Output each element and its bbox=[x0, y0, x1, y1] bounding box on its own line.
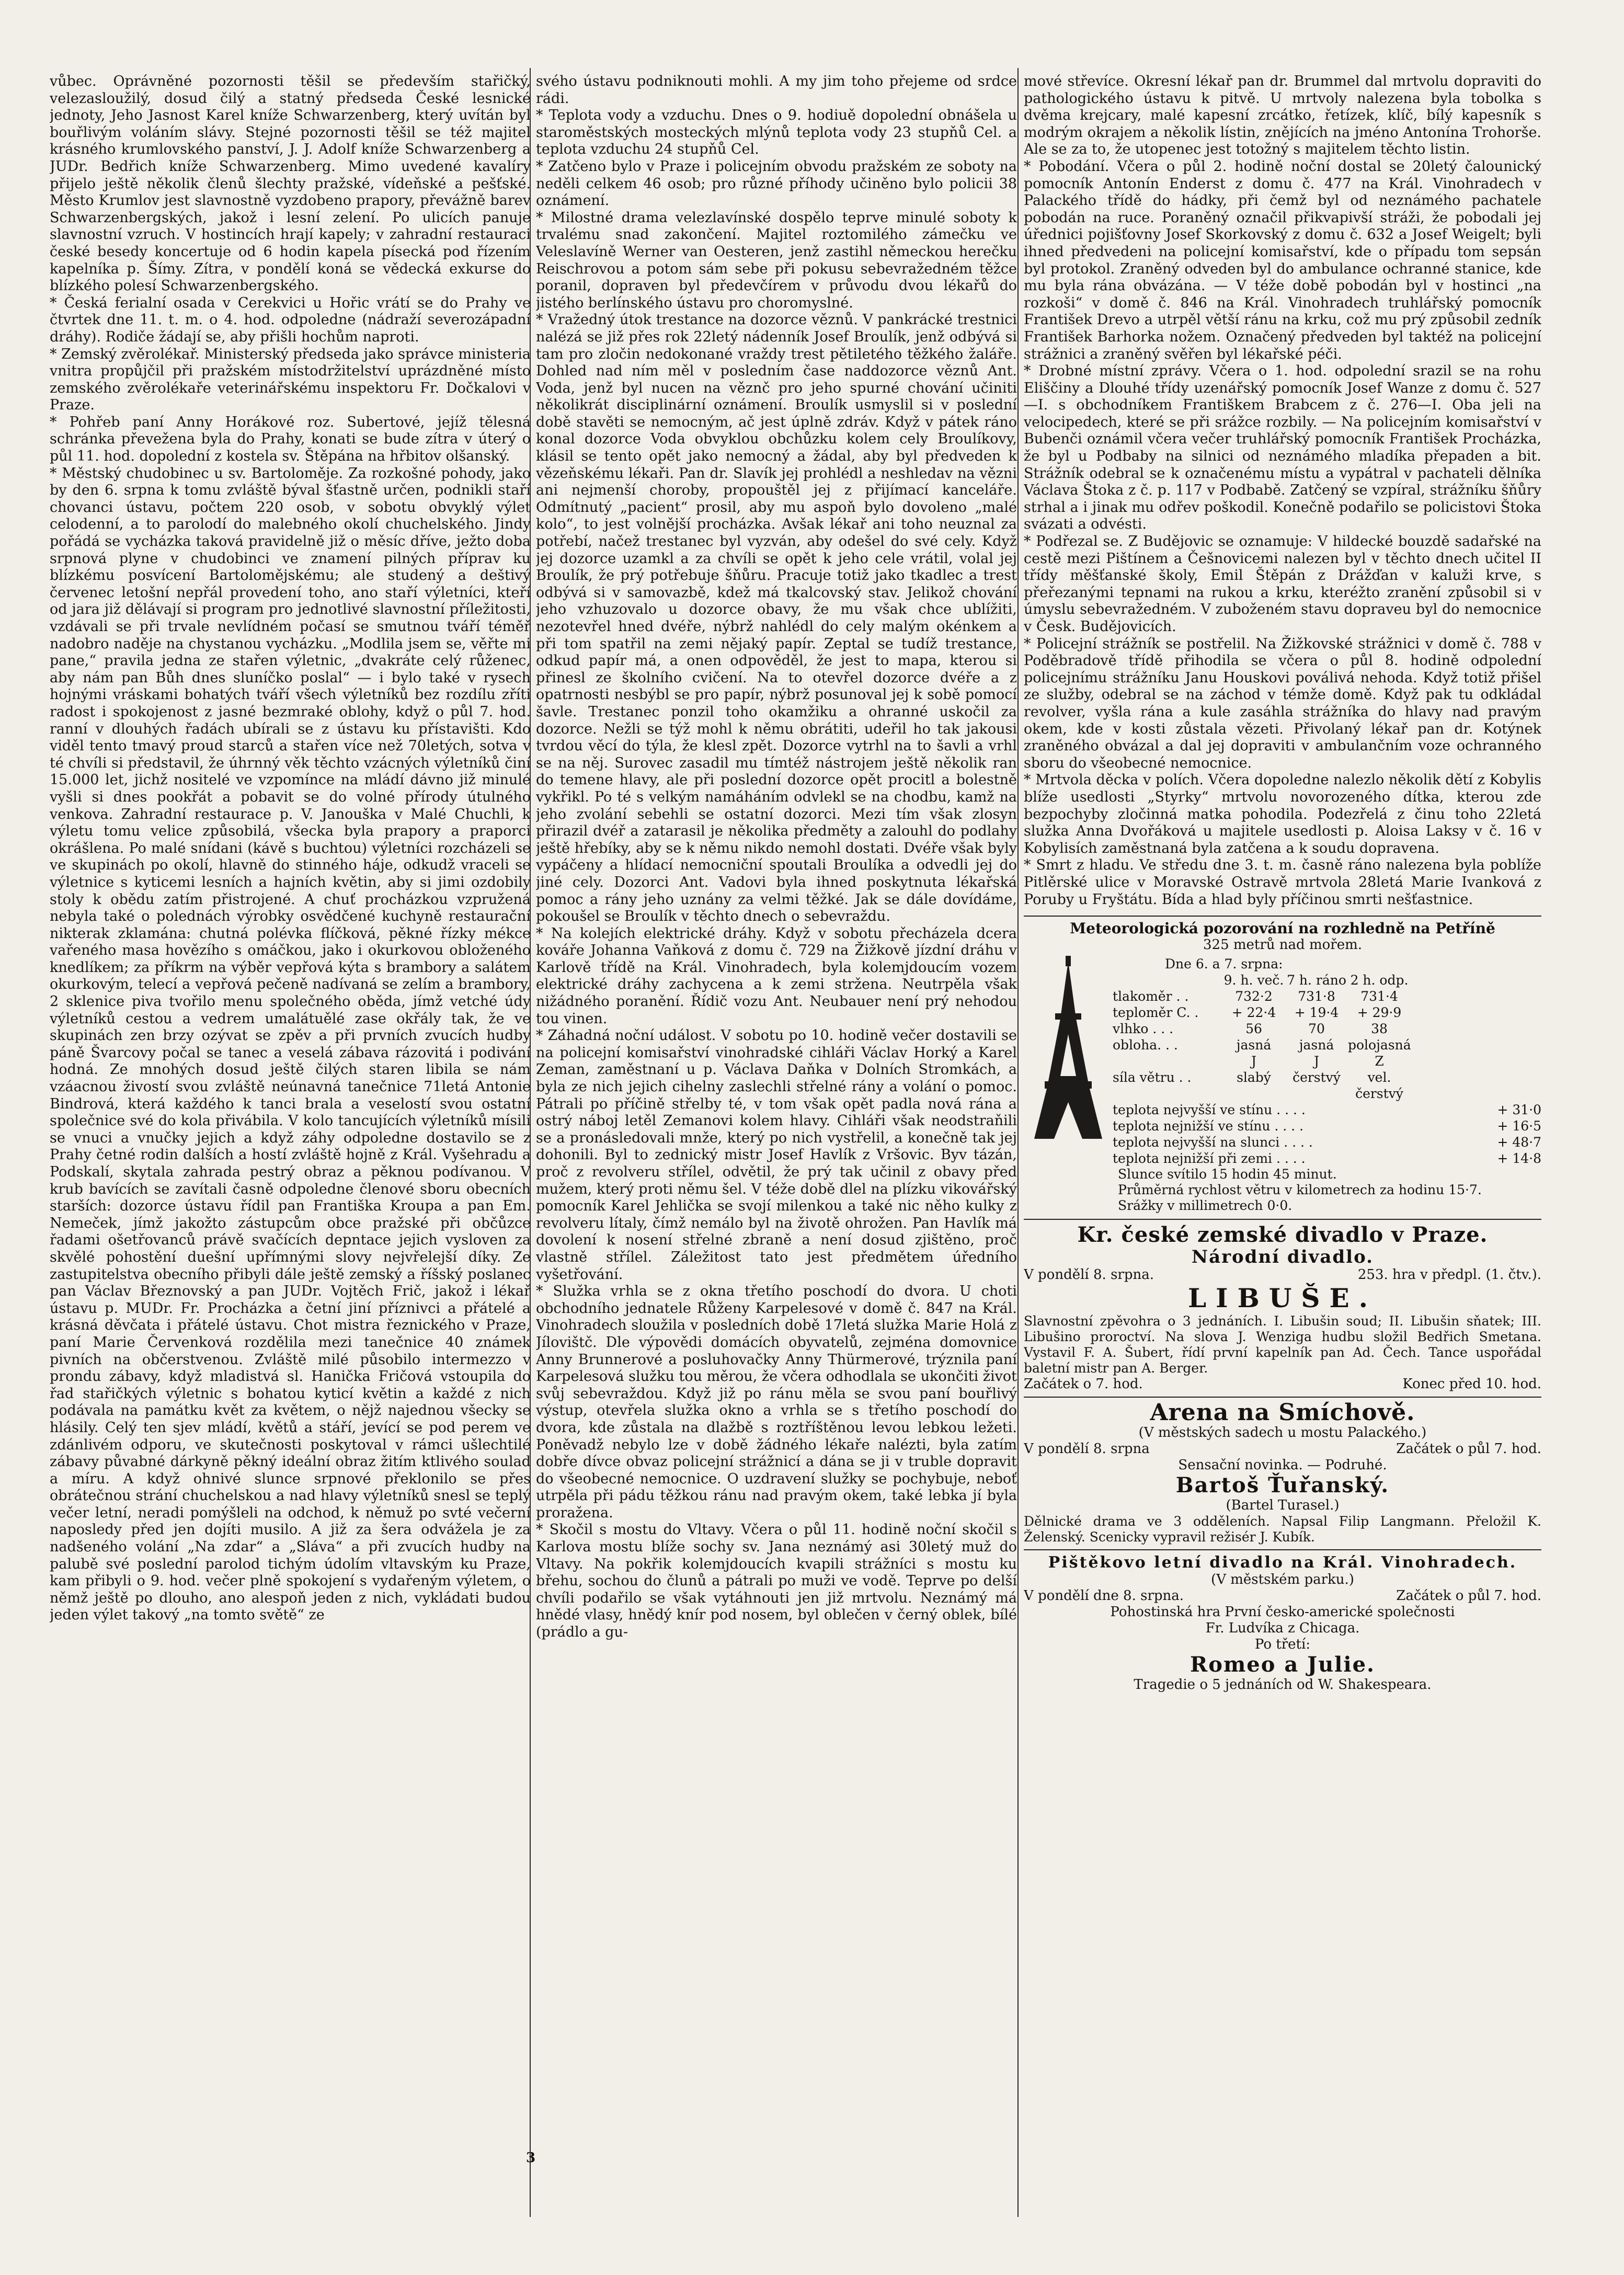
meteo-temp-row bbox=[1113, 1150, 1541, 1167]
meteo-row bbox=[1113, 1069, 1541, 1102]
meteo-temp-row bbox=[1113, 1134, 1541, 1150]
theatre-ad-national bbox=[1024, 1219, 1541, 1392]
ad-end: Konec před 10. hod. bbox=[1402, 1376, 1541, 1392]
meteo-value: + 19·4 bbox=[1294, 1005, 1339, 1021]
article-paragraph: * Městský chudobinec u sv. Bartoloměje. Za rozkošné pohody, jako by den 6. srpna k tomu zvláště býval šťastně určen, podnikli staří chovanci ústavu, počtem 220 osob, v sobotu obvyklý výlet celodenní, a to parolodí do malebného okolí chuchelského. Jindy pořádá se vycházka taková pravidelně již o měsíc dříve, ježto doba srpnová plyne v chudobinci ve znamení pilných příprav ku blízkému posvícení Bartolomějskému; ale studený a deštivý červenec letošní nepřál provedení toho, ano staří výletníci, kteří od jara již dělávají si program pro jednotlivé slavnostní příležitosti, vzdávali se při trvale nevlídném počasí se smutnou tváří téměř nadobro naděje na chystanou vycházku. „Modlila jsem se, věřte mi pane,“ pravila jedna ze stařen výletnic, „dvakráte celý růženec, aby nám pan Bůh dnes sluníčko poslal“ — i bylo také v rysech hojnými vráskami bohatých tváří všech výletníků bez rozdílu zříti radost i spokojenost z jasné bezmraké oblohy, když o půl 7. hod. ranní v dlouhých řadách ubírali se z ústavu ku přístavišti. Kdo viděl tento tmavý proud starců a stařen více než 70letých, sotva v té chvíli si představil, že úhrnný věk těchto vzácných výletníků činí 15.000 let, jichž nositelé ve vzpomínce na mládí dávno již minulé vyšli si dnes pookřát a pobavit se do volné přírody útulného venkova. Zahradní restaurace p. V. Janouška v Malé Chuchli, k výletu tomu velice způsobilá, všecka byla prapory a praporci okrášlena. Po malé snídani (kávě s buchtou) výletníci rozcházeli se ve skupinách po okolí, hlavně do stinného háje, odkudž vraceli se výletnice s kyticemi lesních a hajních květin, aby si jimi ozdobily stoly k obědu zatím přistrojené. A chuť procházkou vzpružená nebyla také o polednách výrobky osvědčené kuchyně restaurační nikterak zklamána: chutná polévka flíčková, pěkné řízky mékce vařeného masa hovězího s omáčkou, jako i okurkovou obloženého knedlíkem; za příkrm na výběr vepřová kýta s brambory a salátem okurkovým, telecí a vepřová pečeně nadívaná se zelím a brambory, 2 sklenice piva tvořilo menu společného oběda, jímž vetché údy výletníků cestou a vedrem umalátuělé zase okřály tak, že ve skupinách zen brzy ozývat se zpěv a při prvních zvucích hudby páně Švarcovy počal se tanec a veselá zábava rázovitá i podivání hodná. Ze mnohých dosud ještě čilých staren libila se nám vzáacnou živostí svou zvláště neúnavná tanečnice 71letá Antonie Bindrová, která každého k tanci brala a veselostí svou ostatní společnice své do kola přivábila. V kolo tancujících výletníků mísili se vnuci a vnučky jejich a když záhy odpoledne dostavilo se z Prahy četné rodin dalších a hostí zvláště hojně z Král. Vyšehradu a Podskalí, skytala zahrada pestrý obraz a pěknou podívanou. V krub bavících se zavítali časně odpoledne členové sboru obecních starších: dozorce ústavu řídil pan Františka Kroupa a pan Em. Nemeček, jímž jakožto zástupcům obce pražské při občůzce řadami ošetřovanců právě svačících depntace jejich vysloven za skvělé pohostění duešní upřímnými slovy nejvřelejší díky. Ze zastupitelstva obecního přibyli dále ještě zemský a říšský poslanec pan Václav Březnovský a pan JUDr. Vojtěch Frič, jakož i lékař ústavu p. MUDr. Fr. Procházka a četní jiní příznivci a přátelé a krásná děvčata i přátelé ústavu. Chot mistra řeznického v Praze, paní Marie Červenková rozdělila mezi tanečnice 40 známek pivních na občerstvenou. Zvláště milé působilo intermezzo v prondu zábavy, když mladistvá sl. Hanička Fričová vstoupila do řad stařičkých výletnic s bohatou kyticí květin a každé z nich podávala na památku květ za květem, o nějž najednou všecky se hlásily. Celý ten sjev mládí, květů a stáří, jevící se pod perem ve zdánlivém odporu, ve skutečnosti poskytoval v rámci ušlechtilé zábavy půvabné dárkyně pěkný ideální obraz žitím ktlivého soulad a míru. A když ohnivé slunce srpnové překlonilo se přes obrátečnou strání chuchelskou a nad hlavy výletníků snesl se teplý večer letní, neradi pomýšleli na odchod, k němuž po svté večerní naposledy před jen dojíti musilo. A již za šera odvážela je za nadšeného volání „Na zdar“ a „Sláva“ a při zvucích hudby na palubě své poslední parolod tichým údolím vltavským ku Praze, kam přibyli o 9. hod. večer plně spokojení s vydařeným výletem, o němž ještě po dlouho, ano alespoň jeden z nich, vykládati budou jeden výlet takový „na tomto světě“ ze bbox=[50, 465, 531, 1624]
meteo-temp-value: + 16·5 bbox=[1497, 1118, 1541, 1134]
article-paragraph: * Smrt z hladu. Ve středu dne 3. t. m. časně ráno nalezena byla poblíže Pitlěrské ulice v Moravské Ostravě mrtvola 28letá Marie Ivanková z Poruby u Fryštátu. Bída a hlad byly příčinou smrti nešťastnice. bbox=[1024, 857, 1541, 908]
meteo-temp-value: + 31·0 bbox=[1497, 1102, 1541, 1118]
meteo-row-label: tlakoměr . . bbox=[1113, 989, 1189, 1004]
page-number: 3 bbox=[526, 2150, 536, 2166]
meteo-temp-row bbox=[1113, 1118, 1541, 1134]
ad-time-line bbox=[1024, 1376, 1541, 1392]
ad-start: Začátek o půl 7. hod. bbox=[1396, 1441, 1541, 1457]
article-paragraph: mové střevíce. Okresní lékař pan dr. Brummel dal mrtvolu dopraviti do pathologického ústavu k pitvě. U mrtvoly nalezena byla tobolka s dvěma krejcary, malé kapesní zrcátko, řetízek, klíč, bílý kapesník s modrým okrajem a několik lístin, znějících na jméno Antonína Trohorše. Ale se za to, že utopenec jest totožný s majitelem těchto listin. bbox=[1024, 73, 1541, 158]
article-paragraph: * Skočil s mostu do Vltavy. Včera o půl 11. hodině noční skočil s Karlova mostu blíže sochy sv. Jana neznámý asi 30letý muž do Vltavy. Na pokřik kolemjdoucích kvapili strážníci s mostu ku břehu, sochou do člunů a pátrali po muži ve vodě. Teprve po delší chvíli podařilo se však vytáhnouti jen již mrtvolu. Neznámý má hnědé vlasy, hnědý knír pod nosem, byl oblečen v černý oblek, bílé (prádlo a gu- bbox=[536, 1522, 1017, 1641]
ad-date: V pondělí 8. srpna. bbox=[1024, 1267, 1154, 1283]
meteo-table bbox=[1113, 956, 1541, 1214]
meteo-hour: 9. h. več. bbox=[1223, 973, 1284, 988]
ad-start: Začátek o půl 7. hod. bbox=[1396, 1588, 1541, 1604]
meteo-temp-label: teplota nejvyšší ve stínu . . . . bbox=[1113, 1102, 1306, 1118]
meteo-row-label: teploměr C. . bbox=[1113, 1005, 1199, 1021]
article-paragraph: * Vražedný útok trestance na dozorce věznů. V pankrácké trestnici nalézá se již přes rok 22letý nádenník Josef Broulík, jenž odbývá si tam pro zločin nedokonané vraždy trest pětiletého těžkého žaláře. Dohled nad ním měl v posledním čase naddozorce věznů Ant. Voda, jenž byl nucen na věznč pro jeho spurné chování učiniti několikrát disciplinární oznámení. Broulík usmyslil si v poslední době stavěti se nemocným, ač jest úplně zdráv. Když v pátek ráno konal dozorce Voda obvyklou obchůzku kolem cely Broulíkovy, klásil se tento opět jako nemocný a žádal, aby byl předveden k vězeňskému lékaři. Pan dr. Slavík jej prohlédl a neshledav na vězni ani nejmenší choroby, propouštěl jej z přijímací kanceláře. Odmítnutý „pacient“ prosil, aby mu aspoň bylo dovoleno „malé kolo“, to jest volnější procházka. Avšak lékař ani toho neuznal za potřebí, načež trestanec byl vyzván, aby odešel do své cely. Když jej dozorce uzamkl a za chvíli se opět k jeho cele vrátil, volal jej Broulík, že prý potřebuje šňůru. Pracuje totiž jako tkadlec a trest odbývá si v samovazbě, kdež má tkalcovský stav. Jelikož chování jeho vzhuzovalo u dozorce obavy, že mu však chce ublížiti, nezotevřel hned dvéře, nýbrž nahlédl do cely malým okénkem a při tom spatřil na zemi nějaký papír. Zeptal se tudíž trestance, odkud papír má, a onen odpověděl, že jest to mapa, kterou si přinesl ze školního cvičení. Na to otevřel dozorce dvéře a z opatrnosti nesbýbl se pro papír, nýbrž posunoval jej k sobě pomocí šavle. Trestanec ponzil toho okamžiku a ohranné uskočil za dozorce. Nežli se týž mohl k němu obrátiti, udeřil ho tak jakousi tvrdou věcí do týla, že klesl zpět. Dozorce vytrhl na to šavli a vrhl se na něj. Surovec zasadil mu tímtéž nástrojem ještě několik ran do temene hlavy, ale při poslední dozorce opět procitl a bolestně vykřikl. Po té s velkým namáháním odvlekl se na chodbu, kamž na jeho zvolání sebehli se ostatní dozorci. Mezi tím však zlosyn přirazil dvéř a zatarasil je několika předměty a zalouhl do podlahy ještě hřebíky, aby se k němu nikdo nemohl dostati. Dvéře však byly vypáčeny a hlídací nemocniční spoutali Broulíka a odvedli jej do jiné cely. Dozorci Ant. Vadovi byla ihned poskytnuta lékařská pomoc a rány jeho uznány za velmi těžké. Jak se dále dovídáme, pokoušel se Broulík v těchto dnech o sebevraždu. bbox=[536, 312, 1017, 925]
meteo-value: + 22·4 bbox=[1231, 1005, 1276, 1021]
ad-note: (V městském parku.) bbox=[1211, 1572, 1354, 1588]
petrin-tower-icon bbox=[1024, 956, 1113, 1144]
meteo-value: 731·4 bbox=[1360, 989, 1398, 1004]
ad-play-title: LIBUŠE. bbox=[1187, 1283, 1378, 1314]
meteo-date-header: Dne 6. a 7. srpna: bbox=[1165, 956, 1283, 972]
meteo-row bbox=[1113, 1021, 1541, 1037]
article-paragraph: * Zemský zvěrolékař. Ministerský předseda jako správce ministeria vnitra propůjčil při pražském místodržitelství uprázdněné místo zemského zvěrolékaře veterinářskému inspektoru Fr. Dočkalovi v Praze. bbox=[50, 346, 531, 414]
article-paragraph: * Na kolejích elektrické dráhy. Když v sobotu přecházela dcera kováře Johanna Vaňková z domu č. 729 na Žižkově jízdní dráhu v Karlově třídě na Král. Vinohradech, byla kolemjdoucím vozem elektrické dráhy zachycena a k zemi stržena. Neutrpěla však nižádného poranění. Řídič vozu Ant. Neubauer není prý nehodou tou vinen. bbox=[536, 925, 1017, 1027]
article-paragraph: * Zatčeno bylo v Praze i policejním obvodu pražském ze soboty na neděli celkem 46 osob; pro různé příhody učiněno bylo policii 38 oznámení. bbox=[536, 158, 1017, 209]
ad-line: Po třetí: bbox=[1254, 1637, 1311, 1653]
meteo-title: Meteorologická pozorování na rozhledně na Petříně bbox=[1070, 920, 1495, 938]
ad-date-line bbox=[1024, 1441, 1541, 1457]
article-paragraph: * Pohřeb paní Anny Horákové roz. Subertové, jejíž tělesná schránka převežena byla do Prahy, konati se bude zítra v úterý o půl 11. hod. dopolední z kostela sv. Štěpána na hřbitov olšanský. bbox=[50, 414, 531, 465]
column-2 bbox=[536, 73, 1017, 2207]
ad-title: Arena na Smíchově. bbox=[1150, 1399, 1415, 1426]
meteo-value: vel. čerstvý bbox=[1355, 1070, 1403, 1102]
ad-date: V pondělí 8. srpna bbox=[1024, 1441, 1150, 1457]
meteo-sun: Slunce svítilo 15 hodin 45 minut. bbox=[1118, 1167, 1337, 1182]
meteo-subtitle: 325 metrů nad mořem. bbox=[1203, 937, 1362, 953]
article-paragraph: * Služka vrhla se z okna třetího poschodí do dvora. U choti obchodního jednatele Růženy Karpelesové v domě č. 847 na Král. Vinohradech sloužila v posledních době 17letá služka Marie Holá z Jílovištč. Dle výpovědi domácích obyvatelů, zejména domovnice Anny Brunnerové a posluhovačky Anny Thürmerové, trýznila paní Karpelesová služku tou měrou, že včera odhodlala se ukončiti život svůj sebevraždou. Když již po ránu měla se svou paní bouřlivý výstup, otevřela služka okno a vrhla se s třetího poschodí do dvora, kde zůstala na dlažbě s roztříštěnou levou lebkou ležeti. Poněvadž nebylo lze v době žádného lékaře nalézti, byla zatím dobře dívce obvaz policejní strážnicí a dána se ji v truble dopravit do všeobecné nemocnice. O uzdravení služky se pochybuje, neboť utrpěla při pádu těžkou ránu nad pravým okem, také lebka jí byla proražena. bbox=[536, 1283, 1017, 1521]
meteo-hour: 7 h. ráno bbox=[1287, 973, 1346, 988]
ad-text: Slavnostní zpěvohra o 3 jednáních. I. Libušin soud; II. Libušin sňatek; III. Libušino proroctví. Na slova J. Wenziga hudbu složil Bedřich Smetana. Vystavil F. A. Šubert, řídí první kapelník pan Ad. Čech. Tance uspořádal baletní mistr pan A. Berger. bbox=[1024, 1313, 1541, 1376]
ad-text: Dělnické drama ve 3 odděleních. Napsal Filip Langmann. Přeložil K. Želenský. Scenicky vypravil režisér J. Kubík. bbox=[1024, 1514, 1541, 1545]
article-paragraph: * Česká ferialní osada v Cerekvici u Hořic vrátí se do Prahy ve čtvrtek dne 11. t. m. o 4. hod. odpoledne (nádraží severozápadní dráhy). Rodiče žádají se, aby přišli hochům naproti. bbox=[50, 294, 531, 345]
ad-date-line bbox=[1024, 1267, 1541, 1283]
ad-play-note: (Bartel Turasel.) bbox=[1226, 1497, 1340, 1514]
meteo-value: J bbox=[1251, 1054, 1257, 1069]
meteo-value: J bbox=[1313, 1054, 1320, 1069]
meteo-hour: 2 h. odp. bbox=[1350, 973, 1409, 988]
meteo-value: + 29·9 bbox=[1357, 1005, 1402, 1021]
meteo-temp-row bbox=[1113, 1102, 1541, 1118]
ad-note: (V městských sadech u mostu Palackého.) bbox=[1138, 1425, 1427, 1441]
meteo-body bbox=[1024, 956, 1541, 1214]
ad-line: Sensační novinka. — Podruhé. bbox=[1178, 1457, 1387, 1473]
meteo-row bbox=[1113, 1004, 1541, 1021]
meteo-temp-label: teplota nejvyšší na slunci . . . . bbox=[1113, 1135, 1313, 1150]
meteo-temp-value: + 48·7 bbox=[1497, 1135, 1541, 1150]
theatre-ad-arena bbox=[1024, 1397, 1541, 1545]
meteo-row bbox=[1113, 1053, 1541, 1069]
article-paragraph: * Milostné drama velezlavínské dospělo teprve minulé soboty k trvalému snad zakončení. Majitel roztomilého zámečku ve Veleslavíně Werner van Oesteren, jenž zastihl německou herečku Reischrovou a potom sám sebe při pokusu sebevražedném těžce poranil, dopraven byl předevčírem v průvodu dvou lékařů do jistého berlínského ústavu pro choromyslné. bbox=[536, 209, 1017, 311]
column-1 bbox=[50, 73, 531, 2207]
meteo-row bbox=[1113, 1037, 1541, 1053]
article-paragraph: * Pobodání. Včera o půl 2. hodině noční dostal se 20letý čalounický pomocník Antonín Enderst z domu č. 477 na Král. Vinohradech v Palackého třídě do hádky, při čemž byl od neznámého pachatele pobodán na ruce. Poraněný označil přikvapivší stráži, že pobodali jej úřednici pojišťovny Josef Skorkovský z domu č. 632 a Josef Weigelt; byli ihned předvedeni na policejní komisařství, kde o případu tom sepsán byl protokol. Zraněný odveden byl do ambulance ochranné stanice, kde mu byla rána obvázána. — V téže době pobodán byl v hostinci „na rozkoši“ v domě č. 846 na Král. Vinohradech truhlářský pomocník František Drevo a utrpěl větší ránu na krku, což mu prý způsobil zedník František Barhorka nožem. Označený předveden byl taktéž na policejní strážnici a zraněný svěřen byl lékařské péči. bbox=[1024, 158, 1541, 362]
article-paragraph: * Policejní strážník se postřelil. Na Žižkovské strážnici v domě č. 788 v Poděbradově třídě přihodila se včera o půl 8. hodině odpolední policejnímu strážníku Janu Houskovi poválivá nehoda. Když totiž přišel ze služby, odebral se na záchod v témže domě. Když pak tu odkládal revolver, vyšla rána a kule zasáhla strážníka do hlavy nad pravým okem, kde v kosti zůstala vězeti. Přivolaný lékař pan dr. Kotýnek zraněného obvázal a dal jej dopraviti v ambulančním voze ochranného sboru do všeobecné nemocnice. bbox=[1024, 635, 1541, 771]
meteo-row-label: obloha. . . bbox=[1113, 1037, 1178, 1053]
meteo-row-label: vlhko . . . bbox=[1113, 1021, 1174, 1037]
meteo-value: polojasná bbox=[1348, 1037, 1411, 1053]
meteo-value: Z bbox=[1375, 1054, 1384, 1069]
ad-play-title: Bartoš Ťuřanský. bbox=[1175, 1473, 1390, 1498]
ad-info: 253. hra v předpl. (1. čtv.). bbox=[1357, 1267, 1541, 1283]
article-paragraph: * Podřezal se. Z Budějovic se oznamuje: V hildecké bouzdě sadařské na cestě mezi Pištínem a Češnovicemi nalezen byl v těchto dnech učitel II třídy měšťanské školy, Emil Štěpán z Drážďan v kaluži krve, s přeřezanými tepnami na rukou a krku, kteréžto zranění způsobil si v úmyslu sebevražedném. V zuboženém stavu dopraveu byl do nemocnice v Česk. Budějovicích. bbox=[1024, 533, 1541, 635]
meteo-value: čerstvý bbox=[1293, 1070, 1341, 1085]
ad-line: Fr. Ludvíka z Chicaga. bbox=[1205, 1620, 1360, 1637]
meteo-row bbox=[1113, 988, 1541, 1004]
ad-text: Tragedie o 5 jednáních od W. Shakespeara. bbox=[1134, 1677, 1432, 1693]
ad-line: Pohostinská hra První česko-americké společnosti bbox=[1110, 1604, 1455, 1620]
article-paragraph: vůbec. Oprávněné pozornosti těšil se především stařičký, velezasloužilý, dosud čilý a statný předseda České lesnické jednoty, Jeho Jasnost Karel kníže Schwarzenberg, který uvítán byl bouřlivým voláním slávy. Stejné pozornosti těšil se též majitel krásného krumlovského panství, J. J. Adolf kníže Schwarzenberg a JUDr. Bedřich kníže Schwarzenberg. Mimo uvedené kavalíry přijelo ještě několik členů šlechty pražské, vídeňské a pešťské. Město Krumlov jest slavnostně vyzdobeno prapory, převážně barev Schwarzenbergských, jakož i lesní zelení. Po ulicích panuje slavnostní vzruch. V hostincích hrají kapely; v zahradní restauraci české besedy koncertuje od 6 hodin kapela písecká pod řízením kapelníka p. Šímy. Zítra, v pondělí koná se vědecká exkurse do blízkého polesí Schwarzenbergského. bbox=[50, 73, 531, 294]
ad-play-title: Romeo a Julie. bbox=[1190, 1652, 1375, 1677]
meteo-temp-label: teplota nejnižší ve stínu . . . . bbox=[1113, 1118, 1303, 1134]
meteo-value: 732·2 bbox=[1235, 989, 1273, 1004]
ad-date: V pondělí dne 8. srpna. bbox=[1024, 1588, 1184, 1604]
meteo-row-label bbox=[1113, 1053, 1222, 1069]
column-3 bbox=[1024, 73, 1541, 2207]
ad-title: Pištěkovo letní divadlo na Král. Vinohradech. bbox=[1048, 1553, 1517, 1572]
article-paragraph: * Drobné místní zprávy. Včera o 1. hod. odpolední srazil se na rohu Eliščiny a Dlouhé třídy uzenářský pomocník Josef Wanze z domu č. 527—I. s obchodníkem Františkem Brabcem z č. 276—I. Oba jeli na velocipedech, které se při srážce rozbily. — Na policejním komisařství v Bubenči oznámil včera večer truhlářský pomocník František Procházka, že byl u Podbaby na silnici od neznámého mladíka přepaden a bit. Strážník odebral se k označenému místu a vypátral v pachateli dělníka Václava Štoka z č. p. 117 v Podbabě. Zatčený se vzpíral, strážníku šňůry strhal a i jinak mu odřev poškodil. Konečně podařilo se policistovi Štoka svázati a odvésti. bbox=[1024, 363, 1541, 533]
meteo-hours-row bbox=[1113, 972, 1541, 988]
meteo-value: slabý bbox=[1237, 1070, 1271, 1085]
article-paragraph: * Teplota vody a vzduchu. Dnes o 9. hodiuě dopolední obnášela u staroměstských mosteckých mlýnů teplota vody 23 stupňů Cel. a teplota vzduchu 24 stupňů Cel. bbox=[536, 107, 1017, 158]
meteo-value: 38 bbox=[1371, 1021, 1388, 1037]
meteo-row-label: síla větru . . bbox=[1113, 1070, 1192, 1085]
ad-subtitle: Národní divadlo. bbox=[1191, 1247, 1374, 1268]
meteo-value: jasná bbox=[1299, 1037, 1334, 1053]
meteorological-box bbox=[1024, 916, 1541, 1214]
meteo-value: 731·8 bbox=[1298, 989, 1335, 1004]
meteo-wind: Průměrná rychlost větru v kilometrech za hodinu 15·7. bbox=[1118, 1182, 1482, 1198]
ad-title: Kr. české zemské divadlo v Praze. bbox=[1077, 1222, 1488, 1248]
column-divider bbox=[1017, 68, 1019, 2217]
article-paragraph: * Mrtvola děcka v polích. Včera dopoledne nalezlo několik dětí z Kobylis blíže usedlosti „Styrky“ mrtvolu novorozeného dítka, kterou zde bezpochyby zločinná matka pohodila. Podezřelá z činu toho 22letá služka Anna Dvořáková u majitele usedlosti p. Aloisa Laksy v č. 16 v Kobylisích zaměstnaná byla zatčena a k soudu dopravena. bbox=[1024, 772, 1541, 856]
meteo-value: 70 bbox=[1308, 1021, 1325, 1037]
meteo-temp-value: + 14·8 bbox=[1497, 1151, 1541, 1167]
meteo-rain: Srážky v millimetrech 0·0. bbox=[1118, 1198, 1293, 1214]
meteo-value: jasná bbox=[1236, 1037, 1272, 1053]
meteo-value: 56 bbox=[1245, 1021, 1262, 1037]
ad-date-line bbox=[1024, 1588, 1541, 1604]
article-paragraph: svého ústavu podniknouti mohli. A my jim toho přejeme od srdce rádi. bbox=[536, 73, 1017, 107]
article-paragraph: * Záhadná noční událost. V sobotu po 10. hodině večer dostavili se na policejní komisařství vinohradské cihláři Václav Horký a Karel Zeman, zaměstnaní u p. Václava Daňka v Dolních Stromkách, a byla ze nich jejich cihelny zaslechli střelné rány a volání o pomoc. Pátrali po příčině střelby té, v tom však opět padla nová rána a ostrý náboj letěl Zemanovi kolem hlavy. Cihláři však neodstraňili se a pronásledovali mnže, který po nich vystřelil, a konečně tak jej dohonili. Byl to zednický mistr Josef Havlík z Vršovic. Byv tázán, proč z revolveru střílel, odvětil, že prý tak učinil z obavy před mužem, který proti němu šel. V téže době dlel na plízku vikovářský pomocník Karel Jehlička se svojí milenkou a také nic něho kulky z revolveru lítaly, čímž nemálo byl na životě ohrožen. Pan Havlík má dovolení k nosení střelné zbraně a není dosud zjištěno, proč vlastně střílel. Záležitost tato jest předmětem úředního vyšetřování. bbox=[536, 1027, 1017, 1283]
meteo-temp-label: teplota nejnižší při zemi . . . . bbox=[1113, 1151, 1306, 1167]
theatre-ad-pistek bbox=[1024, 1549, 1541, 1693]
ad-start: Začátek o 7. hod. bbox=[1024, 1376, 1143, 1392]
